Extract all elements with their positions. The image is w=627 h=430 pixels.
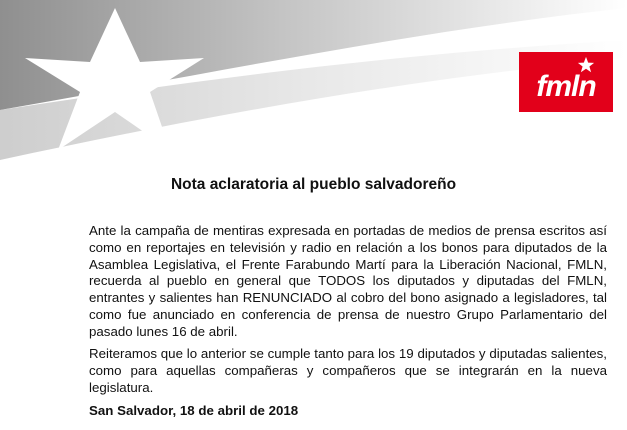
paragraph-1: Ante la campaña de mentiras expresada en portadas de medios de prensa escritos así como en reportajes en televisión y radio en relación a los bonos para diputados de la Asamblea Legislativa, el Frente Farabundo Martí para la Liberación Nacional, FMLN, recuerda al pueblo en general que TODOS los diputados y diputadas del FMLN, entrantes y salientes han RENUNCIADO al cobro del bono asignado a legisladores, tal como fue anunciado en conferencia de prensa de nuestro Grupo Parlamentario del pasado lunes 16 de abril. [89, 223, 607, 339]
logo-text: fmln [536, 70, 596, 103]
fmln-logo [519, 52, 613, 112]
document-title: Nota aclaratoria al pueblo salvadoreño [170, 176, 457, 193]
paragraph-2: Reiteramos que lo anterior se cumple tanto para los 19 diputados y diputadas salientes, como para aquellas compañeras y compañeros que se integrarán en la nueva legislatura. [89, 346, 607, 395]
signature-line: San Salvador, 18 de abril de 2018 [89, 403, 299, 418]
